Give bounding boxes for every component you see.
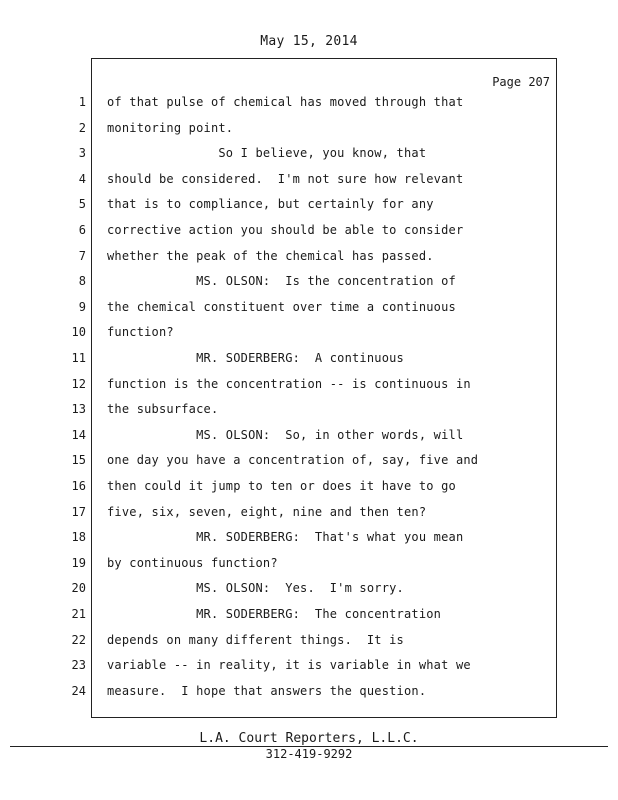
line-text: So I believe, you know, that (107, 146, 427, 160)
line-text: by continuous function? (107, 556, 278, 570)
line-number: 11 (71, 351, 86, 365)
footer-phone: 312-419-9292 (265, 747, 353, 761)
line-number: 9 (78, 300, 86, 314)
line-number: 5 (78, 197, 86, 211)
line-number: 2 (78, 121, 86, 135)
line-text: corrective action you should be able to consider (107, 223, 464, 237)
line-number: 8 (78, 274, 86, 288)
line-number: 12 (71, 377, 86, 391)
line-text: should be considered. I'm not sure how relevant (107, 172, 464, 186)
line-number: 22 (71, 633, 86, 647)
line-number: 7 (78, 249, 86, 263)
transcript-date: May 15, 2014 (260, 34, 358, 49)
footer-company: L.A. Court Reporters, L.L.C. (199, 731, 419, 746)
line-text: that is to compliance, but certainly for any (107, 197, 434, 211)
line-text: measure. I hope that answers the question. (107, 684, 427, 698)
line-number: 19 (71, 556, 86, 570)
line-number: 4 (78, 172, 86, 186)
line-text: one day you have a concentration of, say, five and (107, 453, 479, 467)
page-number: Page 207 (492, 75, 550, 89)
line-number: 17 (71, 505, 86, 519)
line-text: MR. SODERBERG: That's what you mean (107, 530, 464, 544)
line-text: five, six, seven, eight, nine and then ten? (107, 505, 427, 519)
line-number: 16 (71, 479, 86, 493)
line-number: 15 (71, 453, 86, 467)
line-text: the chemical constituent over time a continuous (107, 300, 456, 314)
line-number: 21 (71, 607, 86, 621)
line-text: MR. SODERBERG: The concentration (107, 607, 442, 621)
line-text: MR. SODERBERG: A continuous (107, 351, 404, 365)
line-text: function is the concentration -- is continuous in (107, 377, 471, 391)
line-text: then could it jump to ten or does it have to go (107, 479, 456, 493)
line-number: 13 (71, 402, 86, 416)
line-text: variable -- in reality, it is variable in what we (107, 658, 471, 672)
line-number: 18 (71, 530, 86, 544)
line-text: MS. OLSON: Yes. I'm sorry. (107, 581, 404, 595)
line-number: 1 (78, 95, 86, 109)
line-number: 20 (71, 581, 86, 595)
line-text: the subsurface. (107, 402, 219, 416)
line-number: 24 (71, 684, 86, 698)
line-number: 6 (78, 223, 86, 237)
line-number: 10 (71, 325, 86, 339)
line-text: whether the peak of the chemical has passed. (107, 249, 434, 263)
line-number: 3 (78, 146, 86, 160)
line-text: of that pulse of chemical has moved through that (107, 95, 464, 109)
line-text: monitoring point. (107, 121, 234, 135)
line-number: 23 (71, 658, 86, 672)
line-text: MS. OLSON: Is the concentration of (107, 274, 456, 288)
line-number: 14 (71, 428, 86, 442)
line-text: depends on many different things. It is (107, 633, 404, 647)
line-text: function? (107, 325, 174, 339)
line-text: MS. OLSON: So, in other words, will (107, 428, 464, 442)
